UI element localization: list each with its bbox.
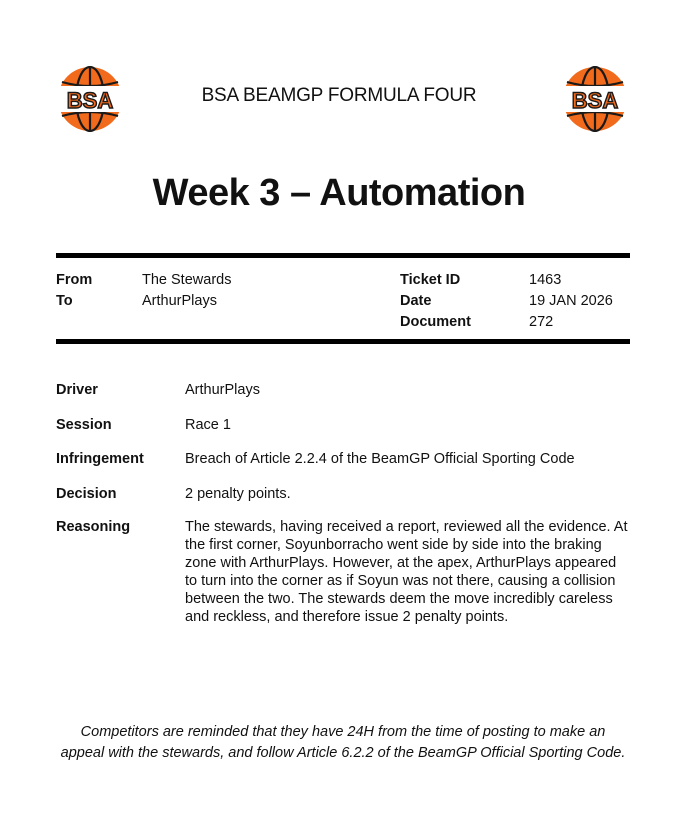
globe-icon: [559, 66, 631, 132]
infringement-label: Infringement: [56, 451, 144, 467]
session-value: Race 1: [185, 417, 231, 433]
session-row: [56, 416, 630, 434]
divider-bottom: [56, 339, 630, 344]
ticket-label: Ticket ID: [400, 272, 461, 288]
to-label: To: [56, 293, 73, 309]
decision-row: [56, 485, 630, 503]
driver-row: [56, 381, 630, 399]
decision-details: [56, 381, 630, 626]
organization-title: BSA BEAMGP FORMULA FOUR: [201, 85, 477, 106]
meta-from-to: [56, 270, 231, 312]
driver-value: ArthurPlays: [185, 382, 260, 398]
meta-ticket: [400, 270, 613, 333]
divider-top: [56, 253, 630, 258]
decision-label: Decision: [56, 486, 117, 502]
svg-text:BSA: BSA: [66, 88, 114, 113]
bsa-logo-right: [559, 66, 631, 132]
decision-value: 2 penalty points.: [185, 486, 291, 502]
infringement-value: Breach of Article 2.2.4 of the BeamGP Official Sporting Code: [185, 451, 575, 467]
reasoning-value: The stewards, having received a report, reviewed all the evidence. At the first corner, Soyunborracho went side by side into the braking zone with ArthurPlays. However, at the apex, ArthurPlays appeared to turn into the corner as if Soyun was not there, causing a collision between the two. The stewards deem the move incredibly careless and reckless, and therefore issue 2 penalty points.: [185, 519, 628, 625]
ticket-value: 1463: [529, 272, 562, 288]
reasoning-row: [56, 518, 630, 626]
date-value: 19 JAN 2026: [529, 293, 613, 309]
reasoning-label: Reasoning: [56, 519, 131, 535]
infringement-row: [56, 450, 630, 468]
document-value: 272: [529, 314, 554, 330]
svg-text:BSA: BSA: [571, 88, 619, 113]
from-label: From: [56, 272, 93, 288]
driver-label: Driver: [56, 382, 98, 398]
to-value: ArthurPlays: [142, 293, 217, 309]
date-label: Date: [400, 293, 432, 309]
document-title: Week 3 – Automation: [152, 172, 526, 214]
document-label: Document: [400, 314, 471, 330]
from-value: The Stewards: [142, 272, 232, 288]
session-label: Session: [56, 417, 112, 433]
appeal-notice: Competitors are reminded that they have 24H from the time of posting to make an appeal with the stewards, and follow Article 6.2.2 of the BeamGP Official Sporting Code.: [60, 724, 626, 761]
